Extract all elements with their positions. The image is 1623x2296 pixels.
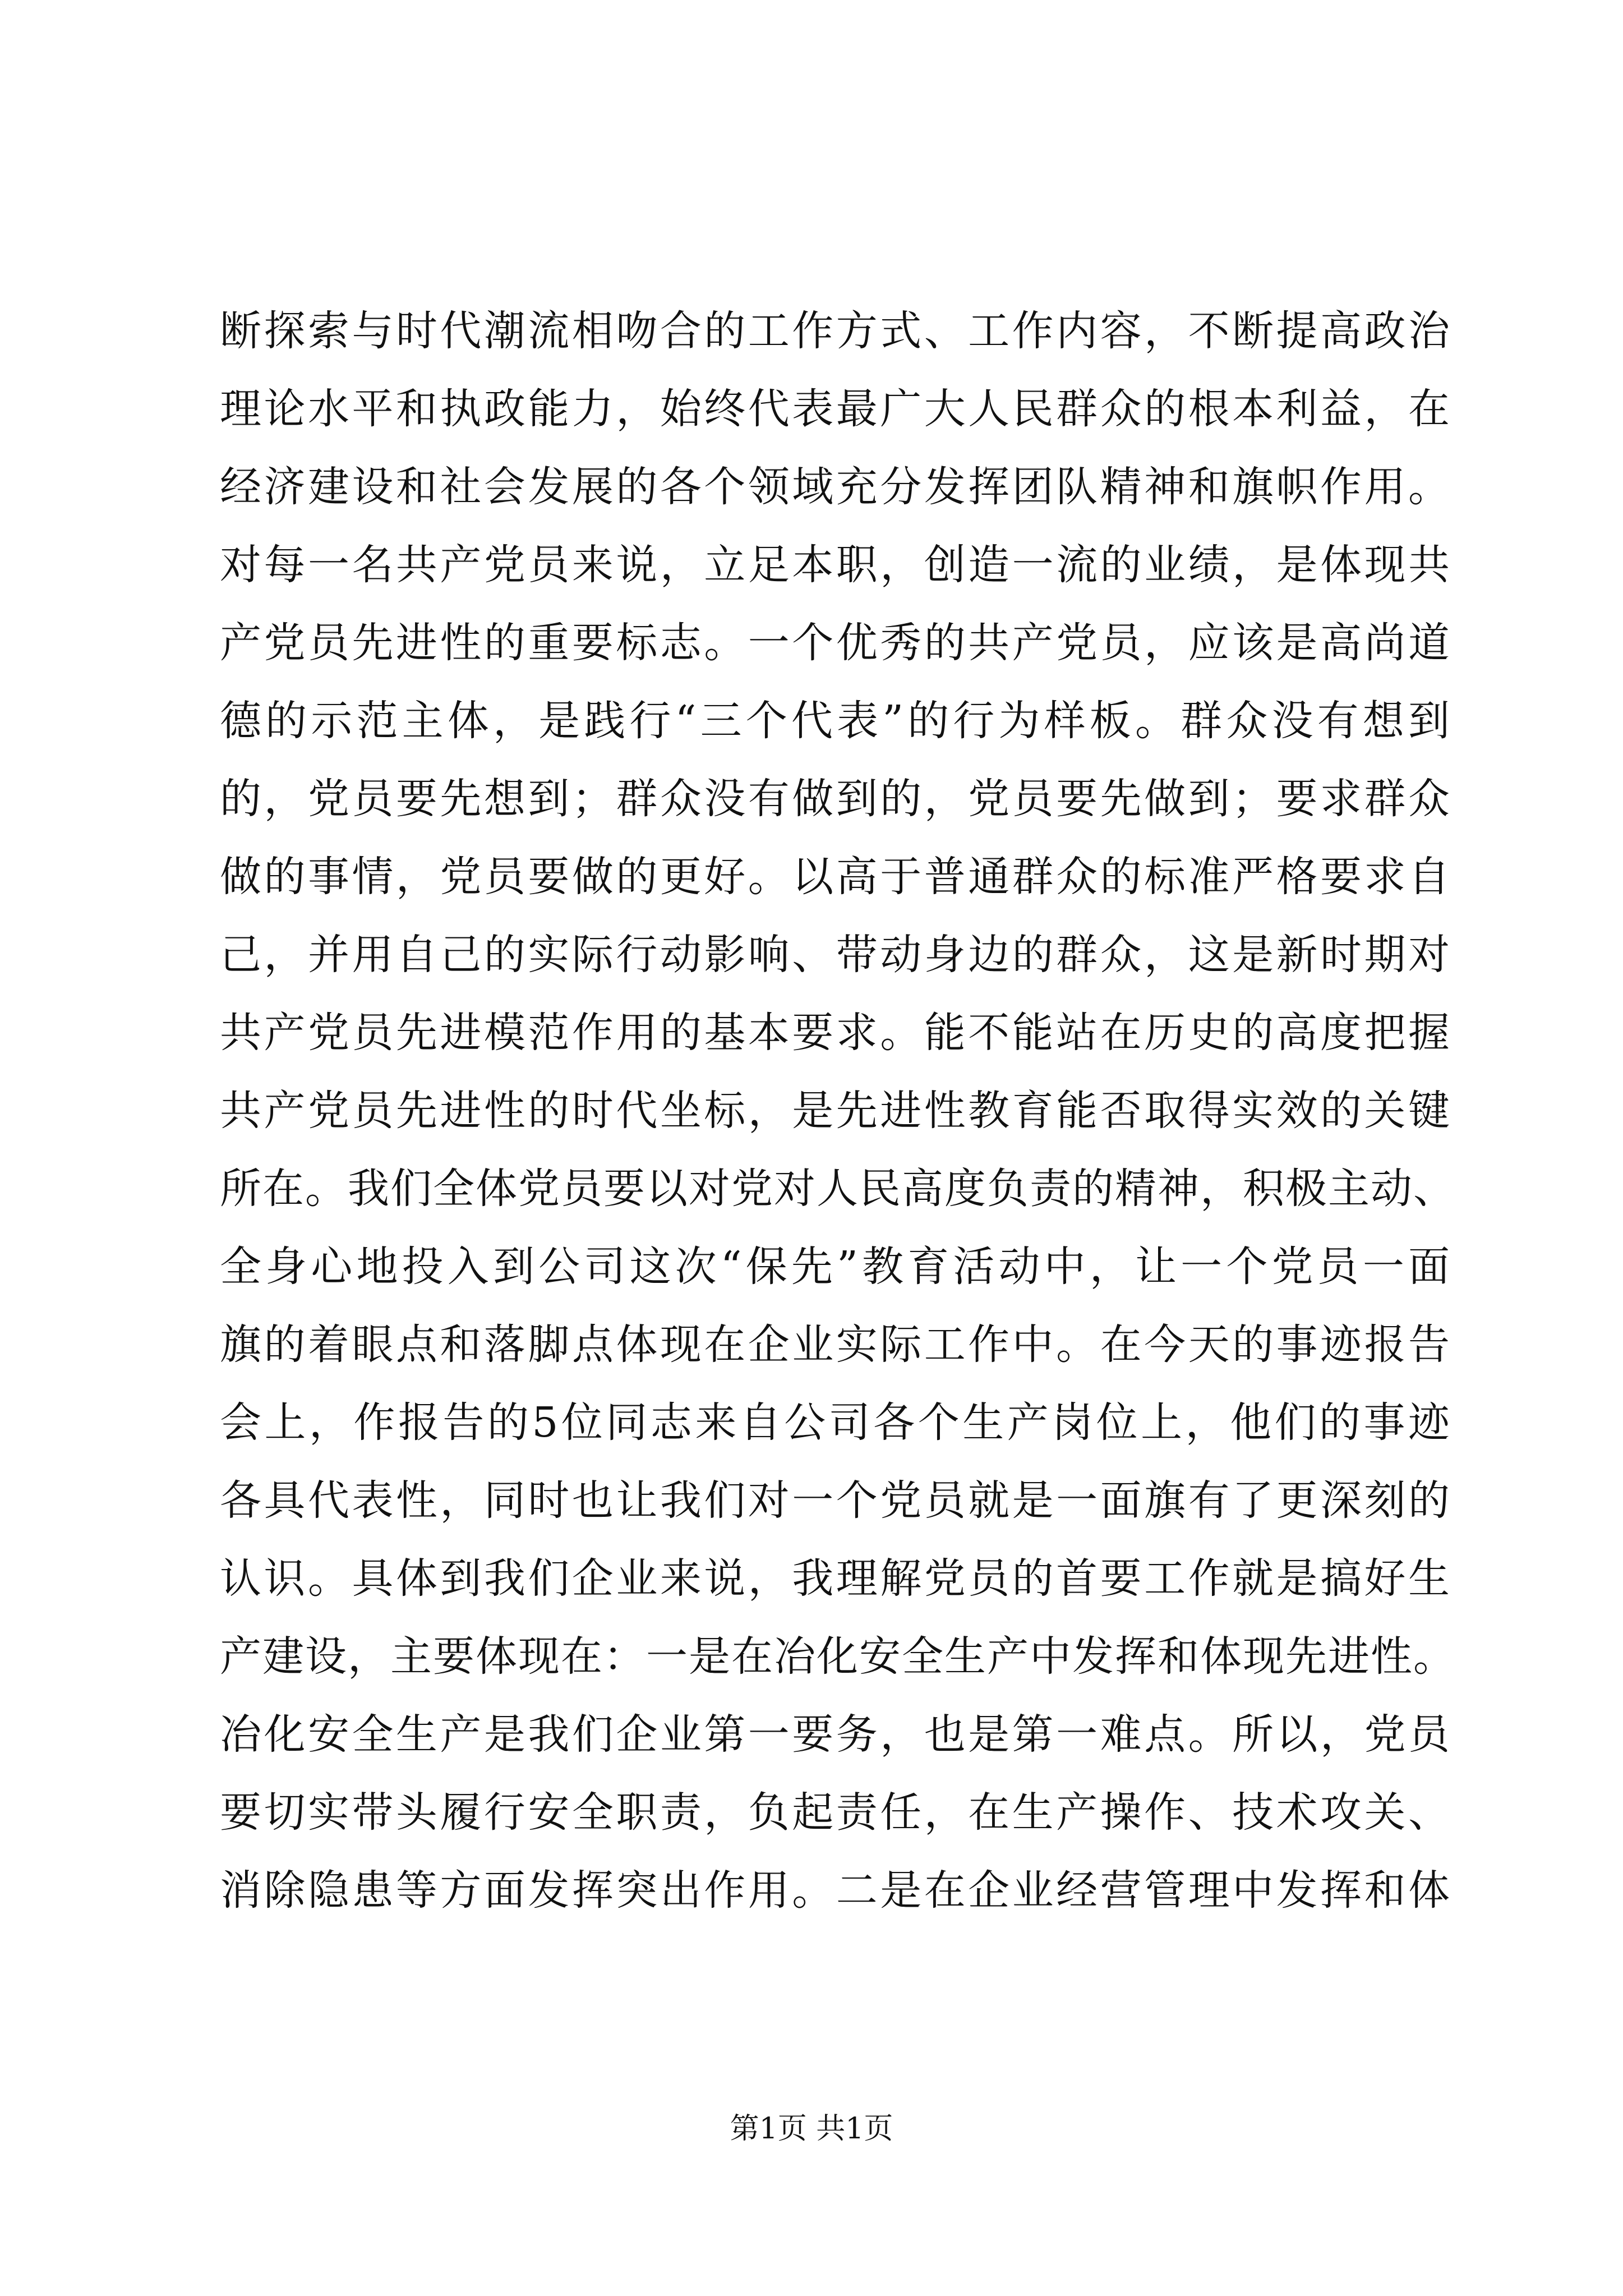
- text-line: 的，党员要先想到；群众没有做到的，党员要先做到；要求群众: [220, 775, 1451, 823]
- text-line: 产建设，主要体现在：一是在冶化安全生产中发挥和体现先进性。: [220, 1632, 1456, 1681]
- text-line: 产党员先进性的重要标志。一个优秀的共产党员，应该是高尚道: [220, 619, 1451, 667]
- text-line: 断探索与时代潮流相吻合的工作方式、工作内容，不断提高政治: [220, 307, 1451, 355]
- text-line: 经济建设和社会发展的各个领域充分发挥团队精神和旗帜作用。: [220, 463, 1451, 511]
- text-line: 会上，作报告的5位同志来自公司各个生产岗位上，他们的事迹: [220, 1398, 1451, 1447]
- text-line: 冶化安全生产是我们企业第一要务，也是第一难点。所以，党员: [220, 1710, 1451, 1759]
- text-line: 消除隐患等方面发挥突出作用。二是在企业经营管理中发挥和体: [220, 1866, 1451, 1915]
- body-paragraph: [220, 292, 1456, 1930]
- text-line: 对每一名共产党员来说，立足本职，创造一流的业绩，是体现共: [220, 541, 1451, 589]
- text-line: 做的事情，党员要做的更好。以高于普通群众的标准严格要求自: [220, 853, 1451, 901]
- text-line: 各具代表性，同时也让我们对一个党员就是一面旗有了更深刻的: [220, 1476, 1451, 1525]
- text-line: 德的示范主体，是践行“三个代表”的行为样板。群众没有想到: [220, 697, 1451, 745]
- text-line: 认识。具体到我们企业来说，我理解党员的首要工作就是搞好生: [220, 1554, 1451, 1603]
- text-line: 己，并用自己的实际行动影响、带动身边的群众，这是新时期对: [220, 931, 1451, 979]
- text-line: 所在。我们全体党员要以对党对人民高度负责的精神，积极主动、: [220, 1165, 1456, 1213]
- text-line: 共产党员先进模范作用的基本要求。能不能站在历史的高度把握: [220, 1009, 1451, 1057]
- page-footer: 第1页 共1页: [730, 2112, 893, 2146]
- text-line: 旗的着眼点和落脚点体现在企业实际工作中。在今天的事迹报告: [220, 1320, 1451, 1369]
- text-line: 理论水平和执政能力，始终代表最广大人民群众的根本利益，在: [220, 385, 1451, 433]
- text-line: 共产党员先进性的时代坐标，是先进性教育能否取得实效的关键: [220, 1087, 1451, 1135]
- text-line: 要切实带头履行安全职责，负起责任，在生产操作、技术攻关、: [220, 1788, 1451, 1837]
- text-line: 全身心地投入到公司这次“保先”教育活动中，让一个党员一面: [220, 1243, 1451, 1291]
